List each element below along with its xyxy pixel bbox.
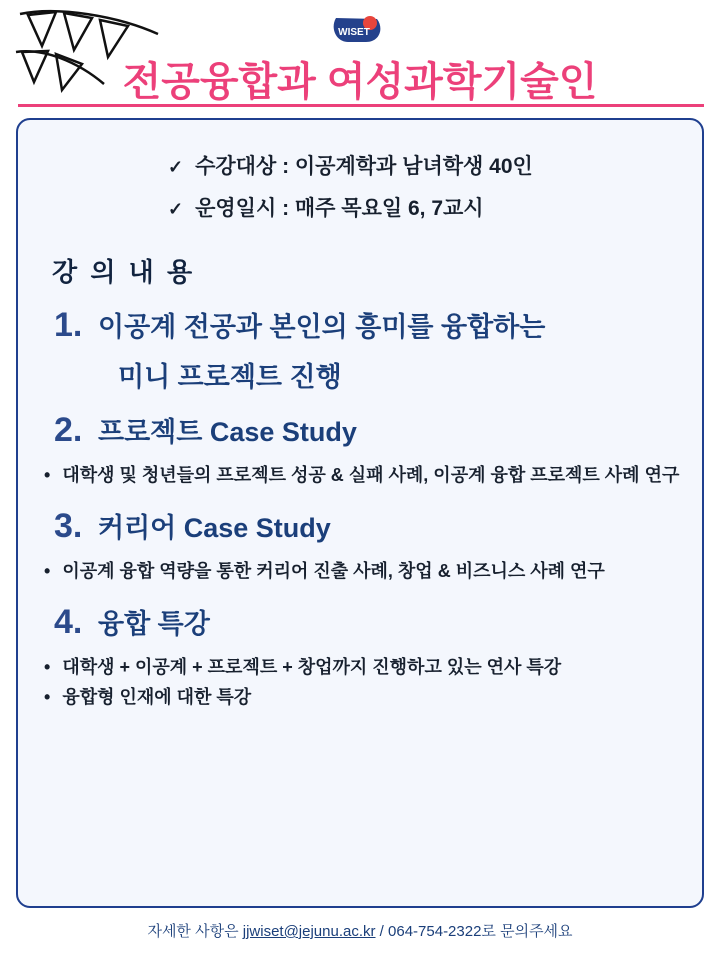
info-list	[36, 150, 684, 222]
footer-contact	[0, 920, 720, 941]
item-title: 융합 특강	[98, 608, 210, 639]
list-item	[36, 192, 684, 222]
info-item-text: 수강대상 : 이공계학과 남녀학생 40인	[195, 155, 533, 178]
content-card	[16, 118, 704, 908]
page-title: 전공융합과 여성과학기술인	[122, 60, 598, 104]
list-item	[36, 150, 684, 180]
item-head	[36, 305, 684, 345]
bullet-dot-icon: •	[44, 560, 51, 581]
bullet-text: 대학생 및 청년들의 프로젝트 성공 & 실패 사례, 이공계 융합 프로젝트 사례 연구	[62, 465, 680, 485]
footer-prefix: 자세한 사항은	[147, 923, 243, 940]
wiset-logo-icon	[330, 14, 384, 48]
footer-suffix: / 064-754-2322로 문의주세요	[375, 923, 573, 940]
bullet-list	[36, 654, 684, 712]
email-link[interactable]: jjwiset@jejunu.ac.kr	[242, 923, 376, 940]
bullet-dot-icon: •	[44, 465, 51, 485]
svg-text:WISET: WISET	[338, 27, 370, 38]
item-number: 4.	[54, 602, 83, 641]
bullet-text: 대학생 + 이공계 + 프로젝트 + 창업까지 진행하고 있는 연사 특강	[62, 656, 562, 677]
curriculum-item-3	[36, 506, 684, 586]
check-icon: ✓	[168, 199, 184, 219]
item-subline: 미니 프로젝트 진행	[118, 362, 342, 392]
bullet-dot-icon: •	[44, 656, 51, 677]
item-number: 3.	[54, 506, 83, 545]
bullet-text: 융합형 인재에 대한 특강	[62, 686, 252, 707]
section-heading: 강 의 내 용	[52, 257, 196, 287]
bullet-text: 이공계 융합 역량을 통한 커리어 진출 사례, 창업 & 비즈니스 사례 연구	[62, 560, 605, 581]
item-title: 커리어 Case Study	[98, 512, 331, 543]
list-item	[44, 654, 684, 682]
bullet-list	[36, 558, 684, 586]
item-head	[36, 506, 684, 546]
bullet-list	[36, 462, 684, 490]
check-icon: ✓	[168, 157, 184, 177]
curriculum-item-1	[36, 305, 684, 394]
list-item	[44, 558, 684, 586]
curriculum-item-4	[36, 602, 684, 712]
item-title: 프로젝트 Case Study	[98, 417, 357, 447]
item-head	[36, 410, 684, 450]
info-item-text: 운영일시 : 매주 목요일 6, 7교시	[195, 197, 484, 220]
curriculum-item-2	[36, 410, 684, 490]
list-item	[44, 684, 684, 712]
item-head	[36, 602, 684, 642]
poster-header	[0, 0, 720, 108]
item-title: 이공계 전공과 본인의 흥미를 융합하는	[98, 312, 546, 342]
bullet-dot-icon: •	[44, 686, 51, 707]
item-number: 1.	[54, 306, 83, 344]
item-number: 2.	[54, 411, 83, 449]
list-item	[44, 462, 684, 490]
title-divider	[18, 104, 704, 107]
